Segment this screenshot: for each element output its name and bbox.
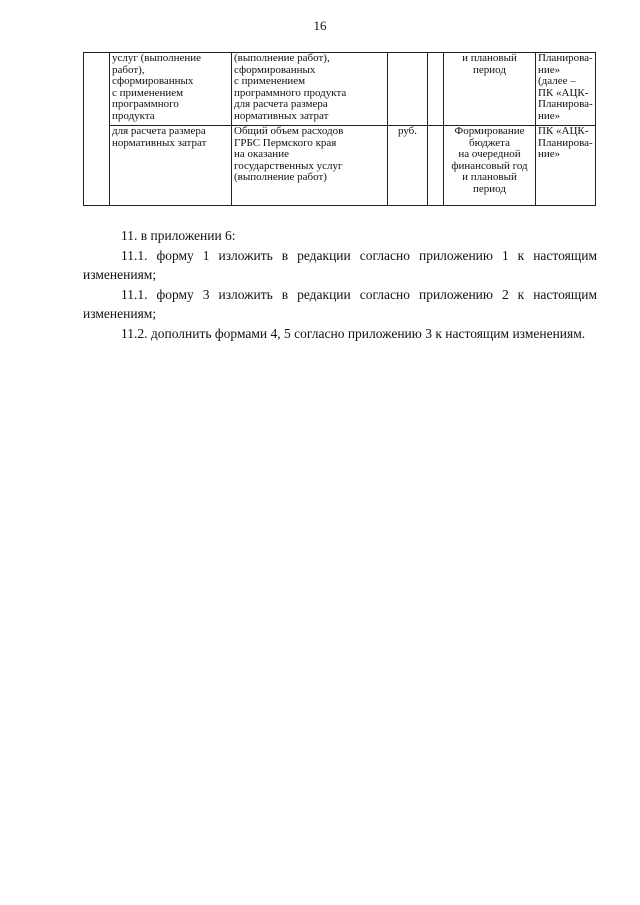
table-cell-source: ПК «АЦК- Планирова- ние» (536, 126, 596, 206)
table-cell-stage: Формирование бюджета на очередной финансовый год и плановый период (444, 126, 536, 206)
table-cell-empty (428, 126, 444, 206)
paragraph-form-3: 11.1. форму 3 изложить в редакции согласно приложению 2 к настоящим изменениям; (83, 286, 597, 321)
table-row (84, 53, 596, 126)
table-cell-name: для расчета размера нормативных затрат (110, 126, 232, 206)
table-cell-index (84, 53, 110, 206)
table-cell-name: услуг (выполнение работ), сформированных с применением программного продукта (110, 53, 232, 126)
table-cell-stage: и плановый период (444, 53, 536, 126)
table-cell-description: Общий объем расходов ГРБС Пермского края на оказание государственных услуг (выполнение работ) (232, 126, 388, 206)
document-table (83, 52, 596, 206)
page-number: 16 (313, 18, 327, 33)
table-row (84, 126, 596, 206)
paragraph-forms-4-5: 11.2. дополнить формами 4, 5 согласно приложению 3 к настоящим изменениям. (121, 325, 586, 341)
table-cell-description: (выполнение работ), сформированных с применением программного продукта для расчета размера нормативных затрат (232, 53, 388, 126)
table-cell-source: Планирова- ние» (далее – ПК «АЦК- Планирова- ние» (536, 53, 596, 126)
table-cell-unit (388, 53, 428, 126)
body-text (83, 226, 597, 343)
table-cell-empty (428, 53, 444, 126)
paragraph-form-1: 11.1. форму 1 изложить в редакции согласно приложению 1 к настоящим изменениям; (83, 247, 597, 282)
paragraph-appendix-6: 11. в приложении 6: (121, 228, 236, 243)
table-cell-unit: руб. (388, 126, 428, 206)
